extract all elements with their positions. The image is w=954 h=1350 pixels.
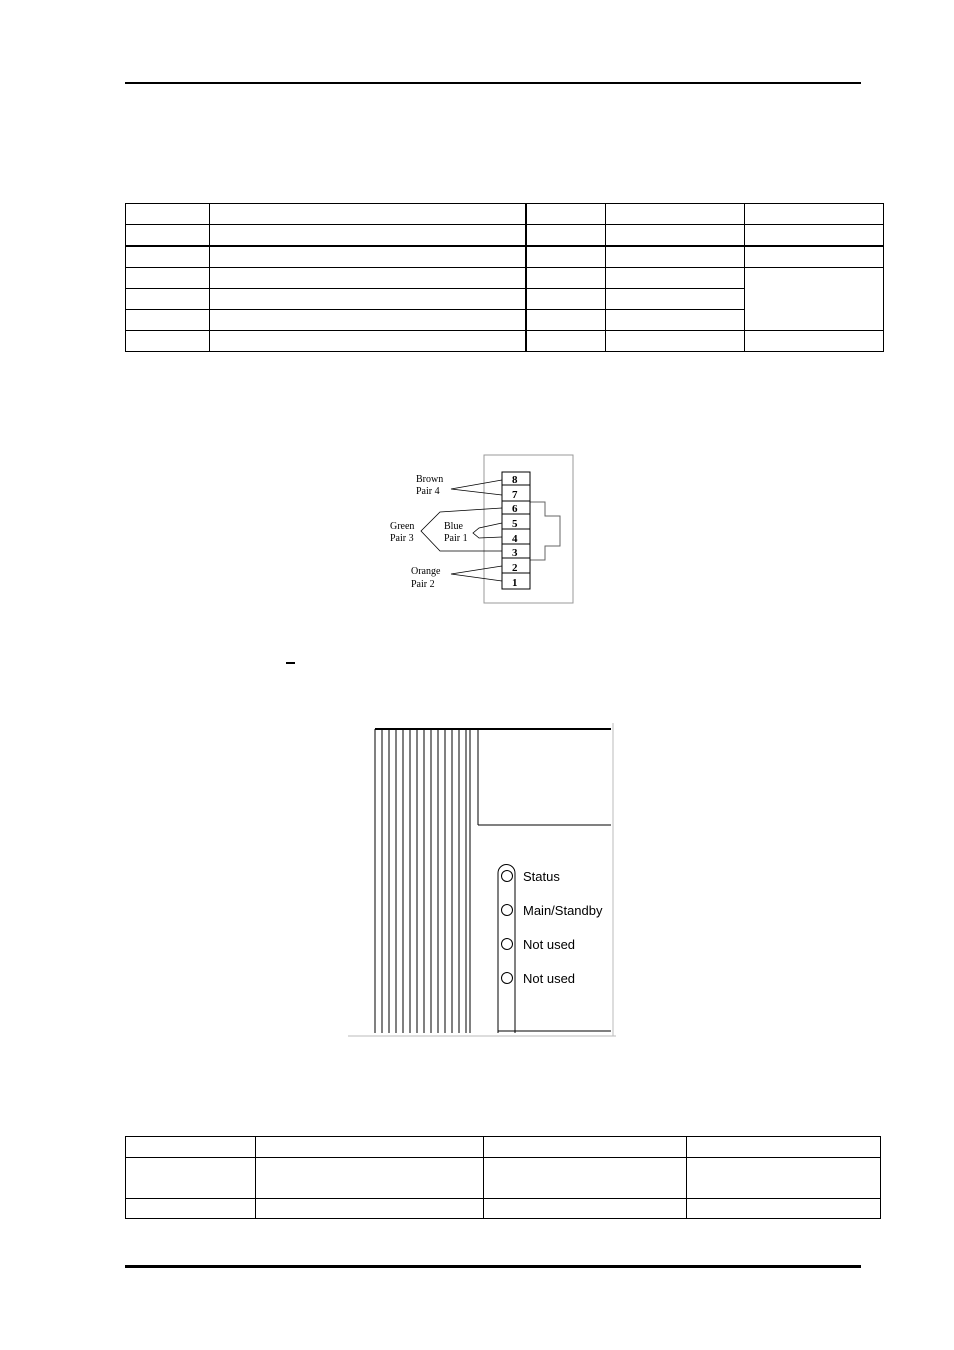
orange-label: Orange xyxy=(411,566,441,577)
spec-table-1 xyxy=(125,203,884,352)
status-led-icon xyxy=(502,871,513,882)
blue-pair-label: Pair 1 xyxy=(444,533,468,544)
blue-label: Blue xyxy=(444,521,463,532)
table-row xyxy=(126,1137,881,1158)
not-used-led-icon xyxy=(502,939,513,950)
table-row xyxy=(126,1158,881,1199)
pin-8: 8 xyxy=(512,474,518,486)
main-standby-led-icon xyxy=(502,905,513,916)
pin-4: 4 xyxy=(512,533,518,545)
brown-pair-label: Pair 4 xyxy=(416,486,440,497)
table-row xyxy=(126,225,884,247)
footer-rule xyxy=(125,1265,861,1268)
spec-table-2 xyxy=(125,1136,881,1219)
pin-3: 3 xyxy=(512,547,518,559)
table-row xyxy=(126,1199,881,1219)
pin-7: 7 xyxy=(512,489,518,501)
rj45-pinout-diagram xyxy=(385,454,575,604)
orange-pair-label: Pair 2 xyxy=(411,579,435,590)
main-standby-label: Main/Standby xyxy=(523,903,603,918)
dash-mark xyxy=(286,662,295,664)
not-used-label: Not used xyxy=(523,971,576,986)
front-panel-diagram xyxy=(348,723,616,1039)
pin-5: 5 xyxy=(512,518,518,530)
table-row xyxy=(126,268,884,289)
green-label: Green xyxy=(390,521,415,532)
header-rule xyxy=(125,82,861,84)
status-label: Status xyxy=(523,869,560,884)
green-pair-label: Pair 3 xyxy=(390,533,414,544)
brown-label: Brown xyxy=(416,474,444,485)
table-row xyxy=(126,204,884,225)
table-row xyxy=(126,246,884,268)
pin-2: 2 xyxy=(512,562,518,574)
heatsink-fins xyxy=(375,729,611,1033)
pin-1: 1 xyxy=(512,577,518,589)
pin-6: 6 xyxy=(512,503,518,515)
table-row xyxy=(126,331,884,352)
led-indicators xyxy=(502,871,513,984)
not-used-led-icon xyxy=(502,973,513,984)
not-used-label: Not used xyxy=(523,937,576,952)
